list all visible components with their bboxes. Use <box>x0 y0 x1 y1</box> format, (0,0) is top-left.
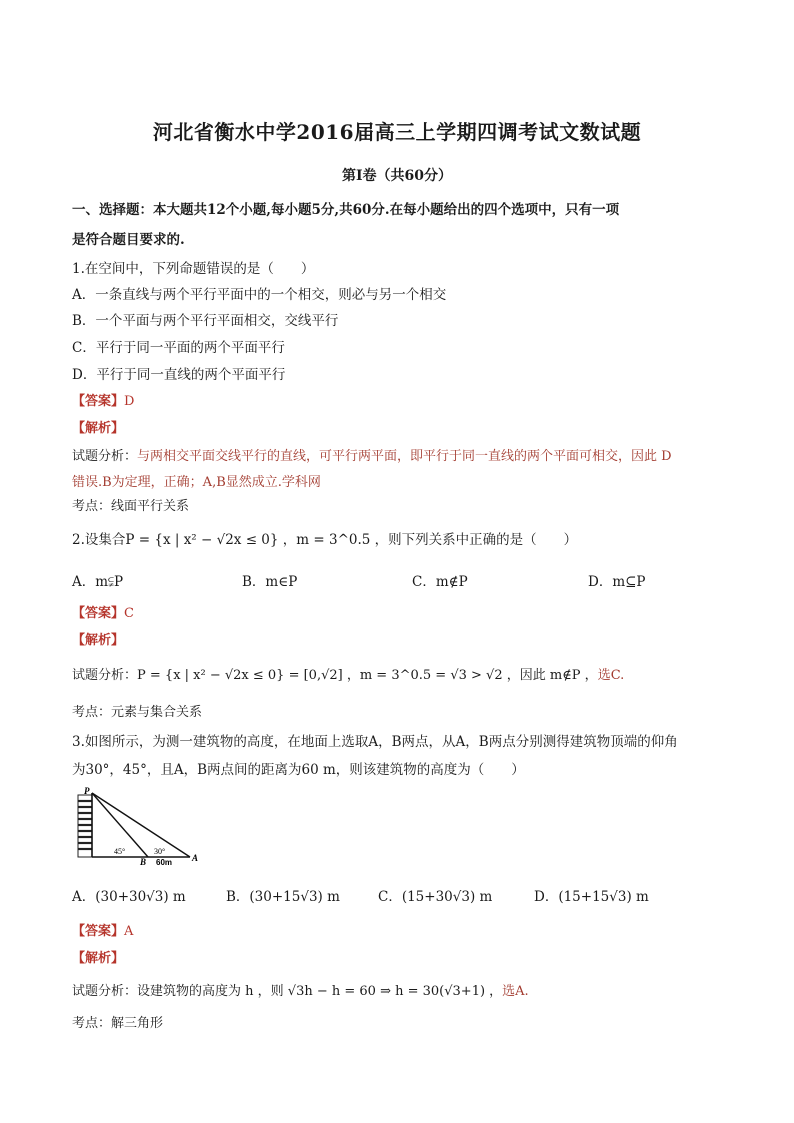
label-b: B <box>140 857 147 865</box>
q3-analysis <box>72 980 529 999</box>
q1-answer-value: D <box>124 394 135 409</box>
q2-analysis-label: 【解析】 <box>72 633 125 648</box>
q3-analysis-tail: 选A. <box>502 984 529 999</box>
q3-answer-value: A <box>124 924 134 939</box>
q3-stem-line1: 3.如图所示，为测一建筑物的高度，在地面上选取A，B两点，从A，B两点分别测得建筑物顶端的仰角 <box>72 734 678 750</box>
q2-answer-label: 【答案】 <box>72 606 125 621</box>
section-instructions-line2: 是符合题目要求的. <box>72 232 185 248</box>
q1-option-b: B．一个平面与两个平行平面相交，交线平行 <box>72 313 339 329</box>
q3-answer <box>72 920 133 939</box>
q1-stem: 1.在空间中，下列命题错误的是（ ） <box>72 261 315 277</box>
q3-option-a: A．(30+30√3) m <box>72 889 186 905</box>
q3-analysis-body: 设建筑物的高度为 h ，则 √3h − h = 60 ⇒ h = 30(√3+1) ， <box>137 984 503 999</box>
q3-answer-label: 【答案】 <box>72 924 125 939</box>
q3-analysis-prefix: 试题分析： <box>72 984 138 999</box>
section-instructions-line1: 一、选择题：本大题共12个小题,每小题5分,共60分.在每小题给出的四个选项中，只有一项 <box>72 202 620 218</box>
page-title: 河北省衡水中学2016届高三上学期四调考试文数试题 <box>152 120 642 144</box>
q1-analysis-label: 【解析】 <box>72 421 125 436</box>
q1-answer-label: 【答案】 <box>72 394 125 409</box>
q1-option-c: C．平行于同一平面的两个平面平行 <box>72 340 285 356</box>
q3-option-c: C．(15+30√3) m <box>378 889 493 905</box>
label-angle-b: 45° <box>114 847 126 856</box>
q3-analysis-label: 【解析】 <box>72 951 125 966</box>
q1-analysis-line2: 错误.B为定理，正确；A,B显然成立.学科网 <box>72 475 321 490</box>
label-angle-a: 30° <box>154 847 166 856</box>
q2-point: 考点：元素与集合关系 <box>72 705 203 720</box>
q2-analysis <box>72 664 624 683</box>
label-distance: 60m <box>156 858 173 865</box>
q2-option-a: A．m⫋P <box>72 574 124 590</box>
q2-stem: 2.设集合P = {x | x² − √2x ≤ 0} ，m = 3^0.5 ，则下列关系中正确的是（ ） <box>72 532 578 548</box>
q3-stem-line2: 为30°，45°，且A，B两点间的距离为60 m，则该建筑物的高度为（ ） <box>72 762 525 778</box>
q1-option-d: D．平行于同一直线的两个平面平行 <box>72 367 286 383</box>
q2-option-d: D．m⊆P <box>588 574 646 590</box>
q1-analysis-prefix: 试题分析： <box>72 449 138 464</box>
label-p: P <box>84 786 90 796</box>
q2-answer <box>72 602 134 621</box>
q3-point: 考点：解三角形 <box>72 1016 164 1031</box>
q1-analysis-line1 <box>72 445 672 464</box>
q2-analysis-prefix: 试题分析： <box>72 668 138 683</box>
q2-option-c: C．m∉P <box>412 574 468 590</box>
section-subtitle: 第Ⅰ卷（共60分） <box>341 168 453 184</box>
q2-analysis-tail: 选C. <box>597 668 625 683</box>
q1-point: 考点：线面平行关系 <box>72 499 190 514</box>
label-a: A <box>192 853 199 863</box>
q1-option-a: A．一条直线与两个平行平面中的一个相交，则必与另一个相交 <box>72 287 447 303</box>
q3-option-d: D．(15+15√3) m <box>534 889 649 905</box>
sightline-a <box>92 793 190 857</box>
q1-answer <box>72 390 134 409</box>
q1-analysis-text1: 与两相交平面交线平行的直线，可平行两平面，即平行于同一直线的两个平面可相交，因此 D <box>137 449 672 464</box>
building-triangle-figure <box>72 785 202 865</box>
q2-option-b: B．m∈P <box>242 574 298 590</box>
q2-answer-value: C <box>124 606 134 621</box>
q2-analysis-body: P = {x | x² − √2x ≤ 0} = [0,√2] ，m = 3^0.5 = √3 > √2 ，因此 m∉P ， <box>137 668 598 683</box>
q3-option-b: B．(30+15√3) m <box>226 889 340 905</box>
